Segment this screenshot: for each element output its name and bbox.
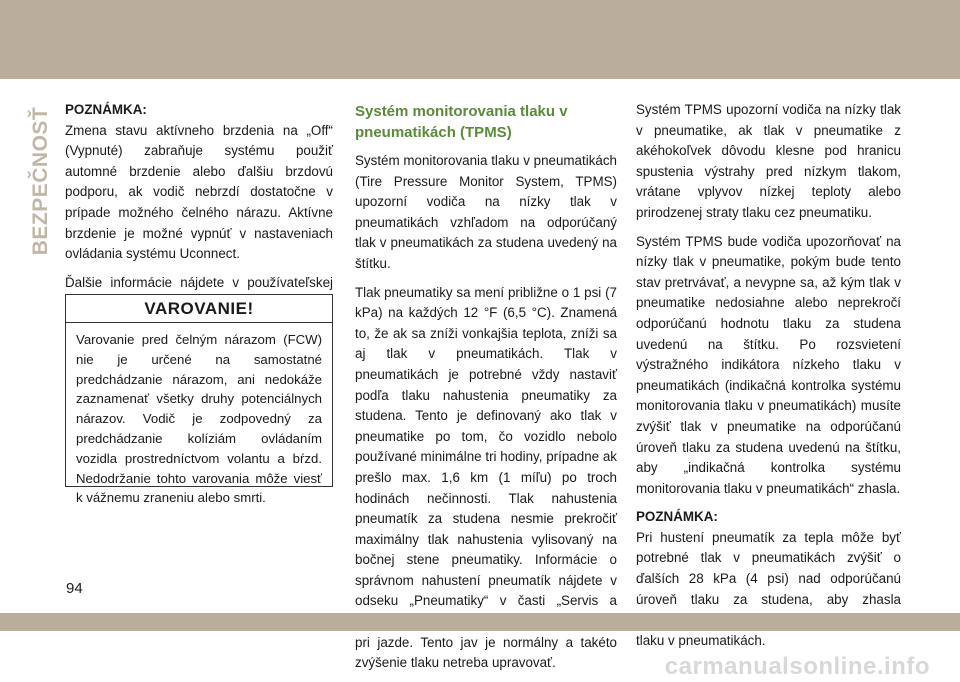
note-heading: POZNÁMKA: — [636, 509, 718, 525]
paragraph: Systém TPMS upozorní vodiča na nízky tlak v pneumatike, ak tlak v pneumatike z akéhokoľvek dôvodu klesne pod hranicu spustenia výstrahy pred nízkym tlakom, vrátane vplyvov nízkej teploty alebo prirodzenej straty tlaku cez pneumatiku. — [636, 102, 901, 220]
warning-text: Varovanie pred čelným nárazom (FCW) nie je určené na samostatné predchádzanie nárazom, ani nedokáže zaznamenať všetky druhy potenciálnych nárazov. Vodič je zodpovedný za predchádzanie kolíziám ovládaním vozidla prostredníctvom volantu a bŕzd. Nedodržanie tohto varovania môže viesť k vážnemu zraneniu alebo smrti. — [76, 332, 322, 506]
column-right — [636, 100, 901, 659]
note-text: Zmena stavu aktívneho brzdenia na „Off“ (Vypnuté) zabraňuje systému použiť automné brzdenie alebo ďalšiu brzdovú podporu, ak vodič nebrzdí dostatočne v prípade možného čelného nárazu. Aktívne brzdenie je možné vypnúť v nastaveniach ovládania systému Uconnect. — [65, 122, 333, 262]
paragraph: Systém monitorovania tlaku v pneumatikách (Tire Pressure Monitor System, TPMS) upozorní vodiča na nízky tlak v pneumatikách vzhľadom na odporúčaný tlak v pneumatikách za studena uvedený na štítku. — [355, 153, 617, 271]
warning-box — [65, 294, 333, 506]
watermark: carmanualsonline.info — [664, 653, 930, 680]
page-number: 94 — [66, 580, 83, 597]
column-left — [65, 100, 333, 322]
footer-band — [0, 613, 960, 631]
note-text: Pri hustení pneumatík za tepla môže byť potrebné tlak v pneumatikách zvýšiť o ďalších 28 kPa (4 psi) nad odporúčanú úroveň tlaku za studena, aby zhasla tlaku v pneumatikách. — [636, 529, 901, 648]
section-side-tab — [30, 100, 52, 262]
section-side-tab-label: BEZPEČNOSŤ — [29, 106, 52, 256]
note-heading: POZNÁMKA: — [65, 102, 147, 117]
paragraph: Systém TPMS bude vodiča upozorňovať na nízky tlak v pneumatike, pokým bude tento stav pretrvávať, a nevypne sa, až kým tlak v pneumatike nedosiahne alebo neprekročí odporúčanú hodnotu tlaku za studena uvedenú na štítku. Po rozsvietení výstražného indikátora nízkeho tlaku v pneumatikách (indikačná kontrolka systému monitorovania tlaku v pneumatikách) musíte zvýšiť tlak v pneumatike na odporúčanú úroveň tlaku za studena uvedenú na štítku, aby „indikačná kontrolka systému monitorovania tlaku v pneumatikách“ zhasla. — [636, 233, 901, 496]
header-band — [0, 0, 960, 79]
paragraph: Ďalšie informácie nájdete v používateľskej — [65, 274, 333, 290]
section-heading: Systém monitorovania tlaku v pneumatikách (TPMS) — [355, 103, 568, 141]
warning-title: VAROVANIE! — [66, 295, 332, 323]
paragraph: Tlak pneumatiky sa mení približne o 1 psi (7 kPa) na každých 12 °F (6,5 °C). Znamená to, že ak sa zníži vonkajšia teplota, zníži sa aj tlak v pneumatikách. Tlak v pneumatikách je potrebné vždy nastaviť podľa tlaku nahustenia pneumatiky za studena. Tento je definovaný ako tlak v pneumatike po tom, čo vozidlo nebolo používané minimálne tri hodiny, prípadne ak prešlo max. 1,6 km (1 míľu) po troch hodinách nečinnosti. Tlak nahustenia pneumatík za studena nesmie prekročiť maximálny tlak nahustenia vylisovaný na bočnej stene pneumatiky. Informácie o správnom nahustení pneumatík nájdete v odseku „Pneumatiky“ v časti „Servis a pri jazde. Tento jav je normálny a takéto zvýšenie tlaku netreba upravovať. — [355, 284, 617, 671]
note-block — [65, 100, 333, 265]
column-middle — [355, 101, 617, 682]
